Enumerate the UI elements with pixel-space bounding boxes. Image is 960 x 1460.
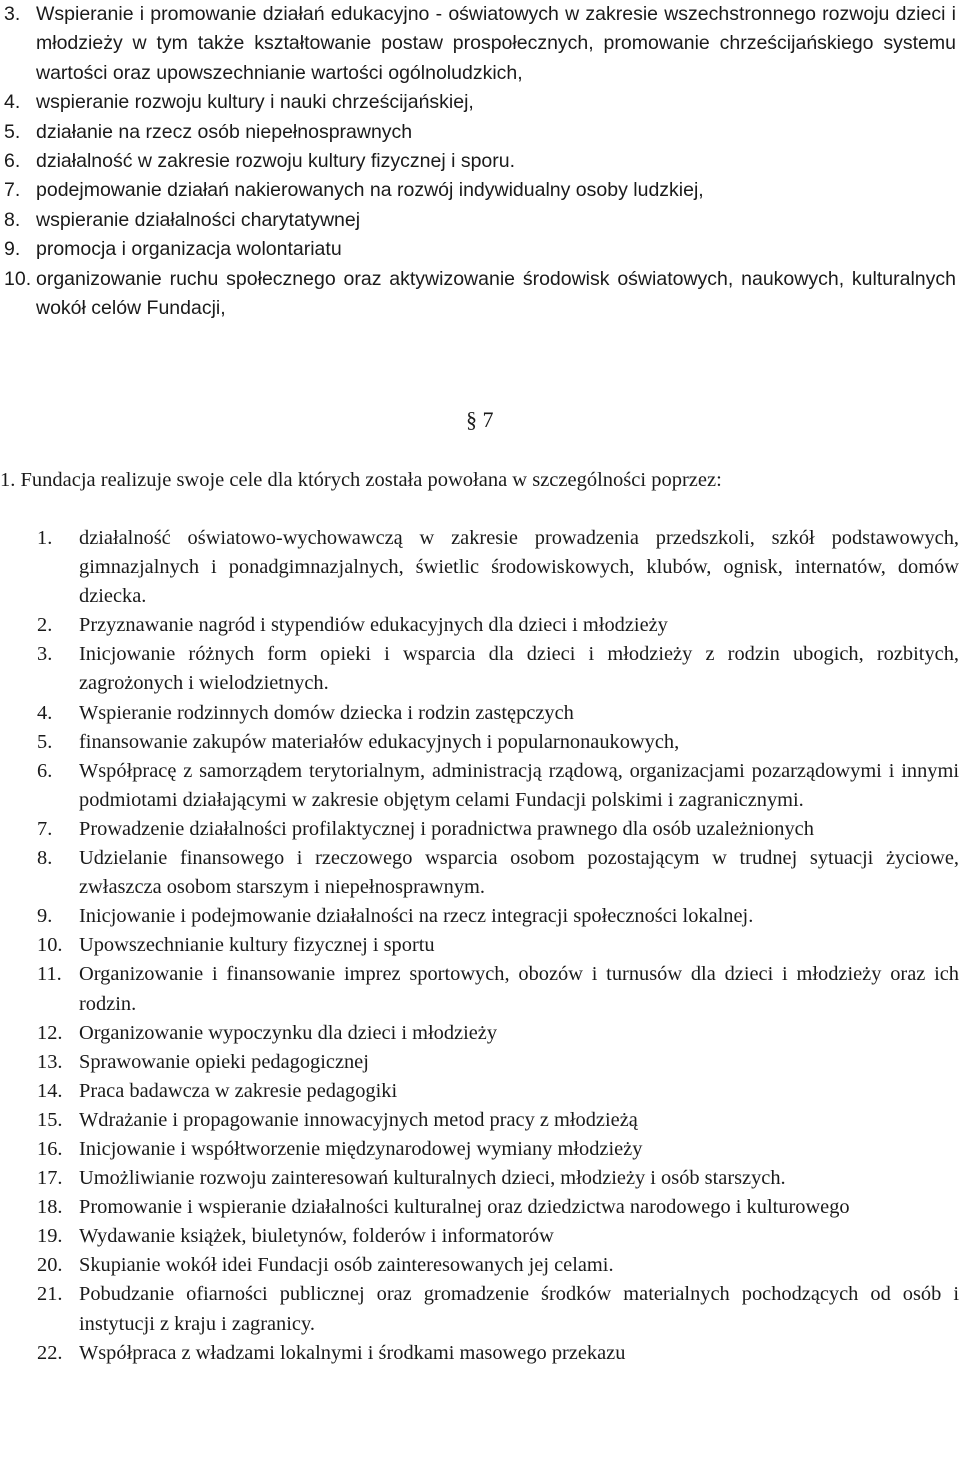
item-number: 7. bbox=[37, 817, 53, 840]
list-item bbox=[4, 235, 956, 264]
item-text: Wdrażanie i propagowanie innowacyjnych metod pracy z młodzieżą bbox=[79, 1108, 638, 1131]
list-item bbox=[37, 1077, 959, 1106]
item-number: 15. bbox=[37, 1108, 63, 1131]
item-number: 2. bbox=[37, 614, 53, 637]
item-text: Sprawowanie opieki pedagogicznej bbox=[79, 1050, 369, 1073]
item-number: 6. bbox=[4, 150, 21, 173]
item-text: podejmowanie działań nakierowanych na rozwój indywidualny osoby ludzkiej, bbox=[36, 179, 704, 202]
item-number: 10. bbox=[37, 934, 63, 957]
item-text: finansowanie zakupów materiałów edukacyjnych i popularnonaukowych, bbox=[79, 730, 680, 753]
list-item bbox=[37, 902, 959, 931]
item-number: 3. bbox=[37, 643, 53, 666]
list-item bbox=[37, 1019, 959, 1048]
item-number: 7. bbox=[4, 179, 21, 202]
item-text: działalność oświatowo-wychowawczą w zakresie prowadzenia przedszkoli, szkół podstawowych, gimnazjalnych i ponadgimnazjalnych, świetlic środowiskowych, klubów, ognisk, internatów, domów dziecka. bbox=[79, 527, 959, 608]
item-text: Upowszechnianie kultury fizycznej i sportu bbox=[79, 934, 435, 957]
item-text: Inicjowanie i podejmowanie działalności na rzecz integracji społeczności lokalnej. bbox=[79, 905, 754, 928]
item-number: 12. bbox=[37, 1021, 63, 1044]
item-text: wspieranie rozwoju kultury i nauki chrześcijańskiej, bbox=[36, 91, 474, 114]
item-text: Wspieranie i promowanie działań edukacyjno - oświatowych w zakresie wszechstronnego rozwoju dzieci i młodzieży w tym także kształtowanie postaw prospołecznych, promowanie chrześcijańskiego systemu wartości oraz upowszechnianie wartości ogólnoludzkich, bbox=[36, 3, 956, 84]
item-text: Umożliwianie rozwoju zainteresowań kulturalnych dzieci, młodzieży i osób starszych. bbox=[79, 1167, 786, 1190]
list-item bbox=[37, 728, 959, 757]
list-item bbox=[37, 815, 959, 844]
list-item bbox=[37, 1135, 959, 1164]
item-text: Inicjowanie i współtworzenie międzynarodowej wymiany młodzieży bbox=[79, 1137, 643, 1160]
section-intro: 1. Fundacja realizuje swoje cele dla których została powołana w szczególności poprzez: bbox=[0, 469, 722, 491]
list-item bbox=[4, 206, 956, 235]
item-text: Udzielanie finansowego i rzeczowego wsparcia osobom pozostającym w trudnej sytuacji życiowe, zwłaszcza osobom starszym i niepełnosprawnym. bbox=[79, 847, 959, 899]
item-text: Promowanie i wspieranie działalności kulturalnej oraz dziedzictwa narodowego i kulturowego bbox=[79, 1196, 850, 1219]
list-item bbox=[4, 118, 956, 147]
list-item bbox=[37, 1193, 959, 1222]
item-text: Praca badawcza w zakresie pedagogiki bbox=[79, 1079, 398, 1102]
list-item bbox=[37, 699, 959, 728]
item-number: 19. bbox=[37, 1225, 63, 1248]
item-text: działanie na rzecz osób niepełnosprawnych bbox=[36, 120, 413, 143]
list-item bbox=[4, 265, 956, 324]
item-number: 13. bbox=[37, 1050, 63, 1073]
list-item bbox=[4, 0, 956, 88]
list-item bbox=[37, 1164, 959, 1193]
item-text: Organizowanie wypoczynku dla dzieci i młodzieży bbox=[79, 1021, 498, 1044]
item-number: 21. bbox=[37, 1283, 63, 1306]
list-item bbox=[37, 611, 959, 640]
list-item bbox=[37, 844, 959, 902]
item-text: Inicjowanie różnych form opieki i wsparcia dla dzieci i młodzieży z rodzin ubogich, rozbitych, zagrożonych i wielodzietnych. bbox=[79, 643, 959, 695]
item-number: 17. bbox=[37, 1167, 63, 1190]
item-text: Prowadzenie działalności profilaktycznej i poradnictwa prawnego dla osób uzależnionych bbox=[79, 817, 814, 840]
item-number: 11. bbox=[37, 963, 62, 986]
item-text: Organizowanie i finansowanie imprez sportowych, obozów i turnusów dla dzieci i młodzieży oraz ich rodzin. bbox=[79, 963, 959, 1015]
item-text: wspieranie działalności charytatywnej bbox=[36, 208, 361, 231]
item-number: 4. bbox=[4, 91, 21, 114]
list-item bbox=[4, 176, 956, 205]
goals-list bbox=[4, 0, 956, 323]
item-text: Przyznawanie nagród i stypendiów edukacyjnych dla dzieci i młodzieży bbox=[79, 614, 668, 637]
list-item bbox=[37, 1222, 959, 1251]
item-text: działalność w zakresie rozwoju kultury fizycznej i sporu. bbox=[36, 150, 516, 173]
list-item bbox=[37, 960, 959, 1018]
list-item bbox=[4, 88, 956, 117]
list-item bbox=[37, 640, 959, 698]
item-number: 16. bbox=[37, 1137, 63, 1160]
list-item bbox=[37, 1339, 959, 1368]
item-text: Pobudzanie ofiarności publicznej oraz gromadzenie środków materialnych pochodzących od osób i instytucji z kraju i zagranicy. bbox=[79, 1283, 959, 1335]
list-item bbox=[37, 1106, 959, 1135]
item-number: 5. bbox=[37, 730, 53, 753]
item-number: 22. bbox=[37, 1341, 63, 1364]
activities-list bbox=[37, 524, 959, 1368]
list-item bbox=[4, 147, 956, 176]
item-number: 10. bbox=[4, 267, 32, 290]
list-item bbox=[37, 524, 959, 611]
section-heading: § 7 bbox=[466, 407, 494, 432]
item-number: 5. bbox=[4, 120, 21, 143]
list-item bbox=[37, 931, 959, 960]
item-number: 8. bbox=[4, 208, 21, 231]
item-text: promocja i organizacja wolontariatu bbox=[36, 238, 342, 261]
item-number: 20. bbox=[37, 1254, 63, 1277]
item-text: Wydawanie książek, biuletynów, folderów i informatorów bbox=[79, 1225, 554, 1248]
list-item bbox=[37, 1251, 959, 1280]
item-number: 9. bbox=[37, 905, 53, 928]
list-item bbox=[37, 757, 959, 815]
item-number: 8. bbox=[37, 847, 53, 870]
item-text: Współpracę z samorządem terytorialnym, administracją rządową, organizacjami pozarządowymi i innymi podmiotami działającymi w zakresie objętym celami Fundacji polskimi i zagranicznymi. bbox=[79, 759, 959, 811]
item-number: 14. bbox=[37, 1079, 63, 1102]
item-number: 1. bbox=[37, 527, 53, 549]
item-number: 6. bbox=[37, 759, 53, 782]
item-number: 9. bbox=[4, 238, 21, 261]
list-item bbox=[37, 1280, 959, 1338]
item-text: Skupianie wokół idei Fundacji osób zainteresowanych jej celami. bbox=[79, 1254, 614, 1277]
item-number: 3. bbox=[4, 3, 21, 25]
item-number: 18. bbox=[37, 1196, 63, 1219]
item-number: 4. bbox=[37, 701, 53, 724]
list-item bbox=[37, 1048, 959, 1077]
item-text: organizowanie ruchu społecznego oraz aktywizowanie środowisk oświatowych, naukowych, kulturalnych wokół celów Fundacji, bbox=[36, 267, 956, 320]
item-text: Wspieranie rodzinnych domów dziecka i rodzin zastępczych bbox=[79, 701, 574, 724]
item-text: Współpraca z władzami lokalnymi i środkami masowego przekazu bbox=[79, 1341, 626, 1364]
